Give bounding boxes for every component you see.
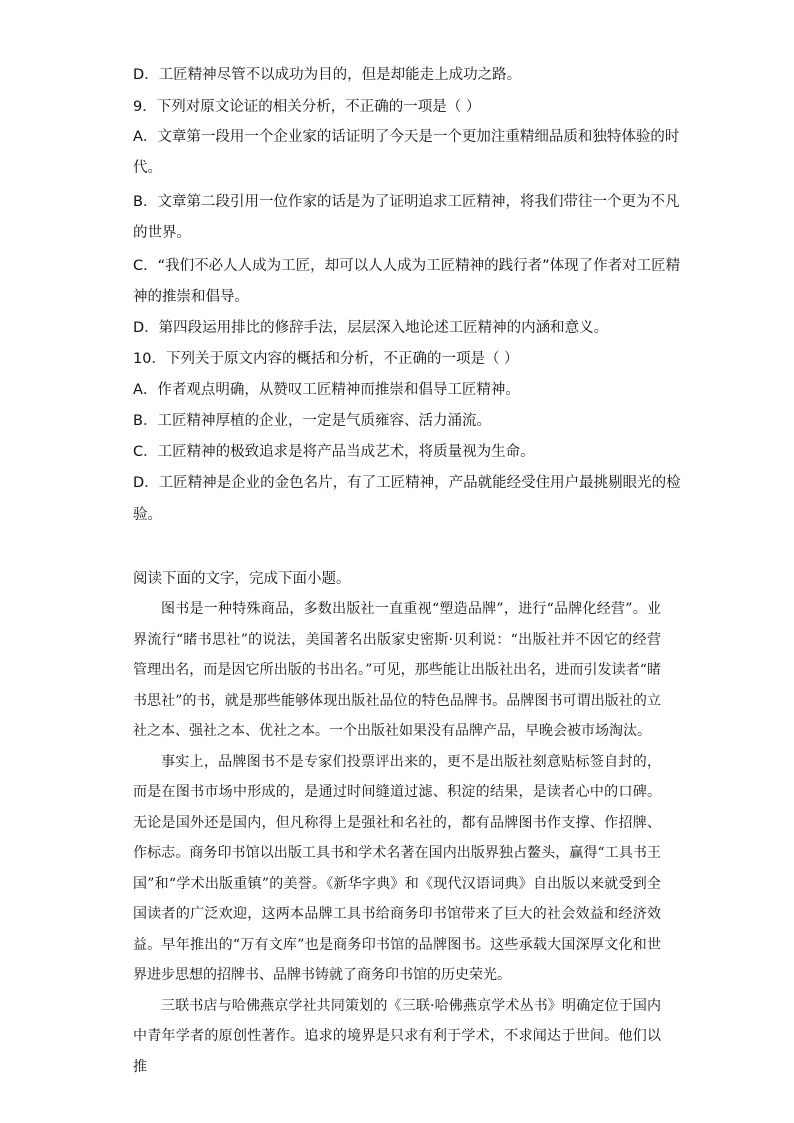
q10-option-c: C．工匠精神的极致追求是将产品当成艺术，将质量视为生命。 xyxy=(133,444,535,460)
passage-paragraph-1: 图书是一种特殊商品，多数出版社一直重视“塑造品牌”，进行“品牌化经营”。业界流行“睹书思社”的说法，美国著名出版家史密斯·贝利说：“出版社并不因它的经营管理出名，而是因它所出版的书出名。”可见，那些能让出版社出名，进而引发读者“睹书思社”的书，就是那些能够体现出版社品位的特色品牌书。品牌图书可谓出版社的立社之本、强社之本、优社之本。一个出版社如果没有品牌产品，早晚会被市场淘汰。 xyxy=(133,601,661,739)
q10-option-d-line1: D．工匠精神是企业的金色名片，有了工匠精神，产品就能经受住用户最挑剔眼光的检 xyxy=(133,475,681,491)
q9-option-b-line2: 的世界。 xyxy=(133,225,191,241)
q9-option-b-line1: B．文章第二段引用一位作家的话是为了证明追求工匠精神，将我们带往一个更为不凡 xyxy=(133,194,680,210)
q10-option-a: A．作者观点明确，从赞叹工匠精神而推崇和倡导工匠精神。 xyxy=(133,382,520,398)
q10-stem: 10．下列关于原文内容的概括和分析，不正确的一项是（ ） xyxy=(133,351,519,367)
q10-option-b: B．工匠精神厚植的企业，一定是气质雍容、活力涌流。 xyxy=(133,413,491,429)
q9-option-a-line1: A．文章第一段用一个企业家的话证明了今天是一个更加注重精细品质和独特体验的时 xyxy=(133,129,680,145)
passage-paragraph-2: 事实上，品牌图书不是专家们投票评出来的，更不是出版社刻意贴标签自封的，而是在图书市场中形成的，是通过时间缝道过滤、积淀的结果，是读者心中的口碑。无论是国外还是国内，但凡称得上是强社和名社的，都有品牌图书作支撑、作招牌、作标志。商务印书馆以出版工具书和学术名著在国内出版界独占鳌头，赢得“工具书王国”和“学术出版重镇”的美誉。《新华字典》和《现代汉语词典》自出版以来就受到全国读者的广泛欢迎，这两本品牌工具书给商务印书馆带来了巨大的社会效益和经济效益。早年推出的“万有文库”也是商务印书馆的品牌图书。这些承载大国深厚文化和世界进步思想的招牌书、品牌书铸就了商务印书馆的历史荣光。 xyxy=(133,753,661,983)
q8-option-d: D．工匠精神尽管不以成功为目的，但是却能走上成功之路。 xyxy=(133,67,522,83)
passage-paragraph-3: 三联书店与哈佛燕京学社共同策划的《三联·哈佛燕京学术丛书》明确定位于国内中青年学者的原创性著作。追求的境界是只求有利于学术，不求闻达于世间。他们以推 xyxy=(133,997,661,1075)
q9-option-d: D．第四段运用排比的修辞手法，层层深入地论述工匠精神的内涵和意义。 xyxy=(133,320,609,336)
q9-option-a-line2: 代。 xyxy=(133,160,162,176)
q9-option-c-line2: 神的推崇和倡导。 xyxy=(133,289,249,305)
q10-option-d-line2: 验。 xyxy=(133,507,162,523)
reading-passage xyxy=(133,594,661,1082)
reading-instruction: 阅读下面的文字，完成下面小题。 xyxy=(133,571,351,587)
q9-option-c-line1: C．“我们不必人人成为工匠，却可以人人成为工匠精神的践行者”体现了作者对工匠精 xyxy=(133,258,681,274)
q9-stem: 9．下列对原文论证的相关分析，不正确的一项是（ ） xyxy=(133,99,481,115)
